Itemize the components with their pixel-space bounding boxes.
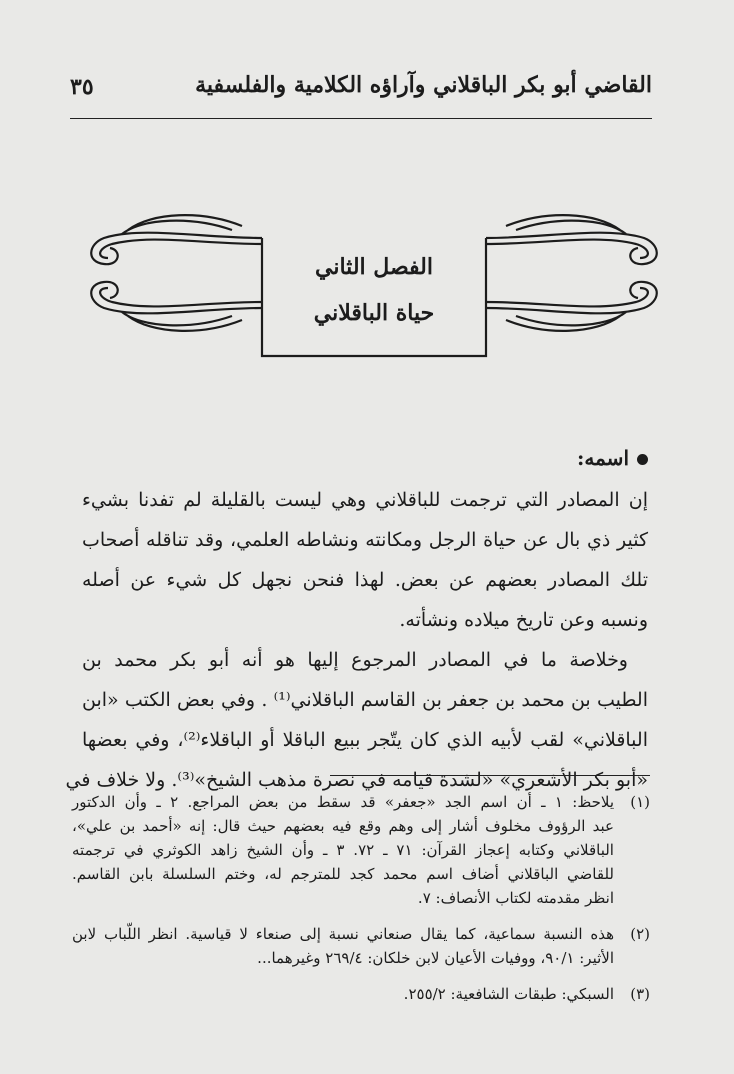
footnote-marker: (١): [630, 793, 650, 811]
page-header: [70, 70, 652, 110]
footnote-rule: [330, 775, 650, 776]
chapter-number: الفصل الثاني: [315, 254, 433, 280]
footnote-line: السبكي: طبقات الشافعية: ٢٥٥/٢.: [403, 985, 614, 1003]
section-heading-text: اسمه:: [577, 446, 629, 470]
footnote-line: عبد الرؤوف مخلوف أشار إلى وهم وقع فيه بعضهم حيث قال: إنه «أحمد بن علي»،: [72, 817, 614, 835]
body-line: الباقلاني» لقب لأبيه الذي كان يتّجر ببيع الباقلا أو الباقلاء⁽²⁾، وفي بعضها: [82, 729, 648, 751]
footnote-line: هذه النسبة سماعية، كما يقال صنعاني نسبة إلى صنعاء لا قياسية. انظر اللّباب لابن: [72, 925, 614, 943]
chapter-title: حياة الباقلاني: [313, 300, 435, 326]
chapter-banner: [82, 208, 666, 362]
body-line: كثير ذي بال عن حياة الرجل ومكانته ونشاطه العلمي، وقد تناقله أصحاب: [82, 529, 648, 551]
footnote-line: يلاحظ: ١ ـ أن اسم الجد «جعفر» قد سقط من بعض المراجع. ٢ ـ وأن الدكتور: [72, 793, 614, 811]
running-title: القاضي أبو بكر الباقلاني وآراؤه الكلامية والفلسفية: [195, 72, 652, 98]
footnote-line: انظر مقدمته لكتاب الأنصاف: ٧.: [417, 889, 614, 907]
body-line: «أبو بكر الأشعري» «لشدة قيامه في نصرة مذهب الشيخ»⁽³⁾. ولا خلاف في: [65, 769, 648, 791]
body-line: إن المصادر التي ترجمت للباقلاني وهي ليست بالقليلة لم تفدنا بشيء: [82, 489, 648, 511]
body-line: وخلاصة ما في المصادر المرجوع إليها هو أنه أبو بكر محمد بن: [82, 649, 628, 671]
footnote-line: الأثير: ٩٠/١، ووفيات الأعيان لابن خلكان: ٢٦٩/٤ وغيرهما...: [257, 949, 614, 967]
footnote-line: الباقلاني وكتابه إعجاز القرآن: ٧١ ـ ٧٢. ٣ ـ وأن الشيخ زاهد الكوثري في ترجمته: [72, 841, 614, 859]
header-rule: [70, 118, 652, 119]
footnote-line: للقاضي الباقلاني أضاف اسم محمد كجد للمترجم له، وختم السلسلة بابن القاسم.: [72, 865, 614, 883]
page-number: ٣٥: [70, 74, 94, 100]
section-heading: [577, 446, 648, 470]
ornament-frame-icon: [82, 208, 666, 362]
footnote-marker: (٣): [630, 985, 650, 1003]
bullet-icon: [637, 454, 648, 465]
body-line: الطيب بن محمد بن جعفر بن القاسم الباقلاني⁽¹⁾ . وفي بعض الكتب «ابن: [82, 689, 648, 711]
body-line: تلك المصادر بعضهم عن بعض. لهذا فنحن نجهل كل شيء عن أصله: [82, 569, 648, 591]
footnote-marker: (٢): [630, 925, 650, 943]
body-line: ونسبه وعن تاريخ ميلاده ونشأته.: [399, 609, 648, 631]
